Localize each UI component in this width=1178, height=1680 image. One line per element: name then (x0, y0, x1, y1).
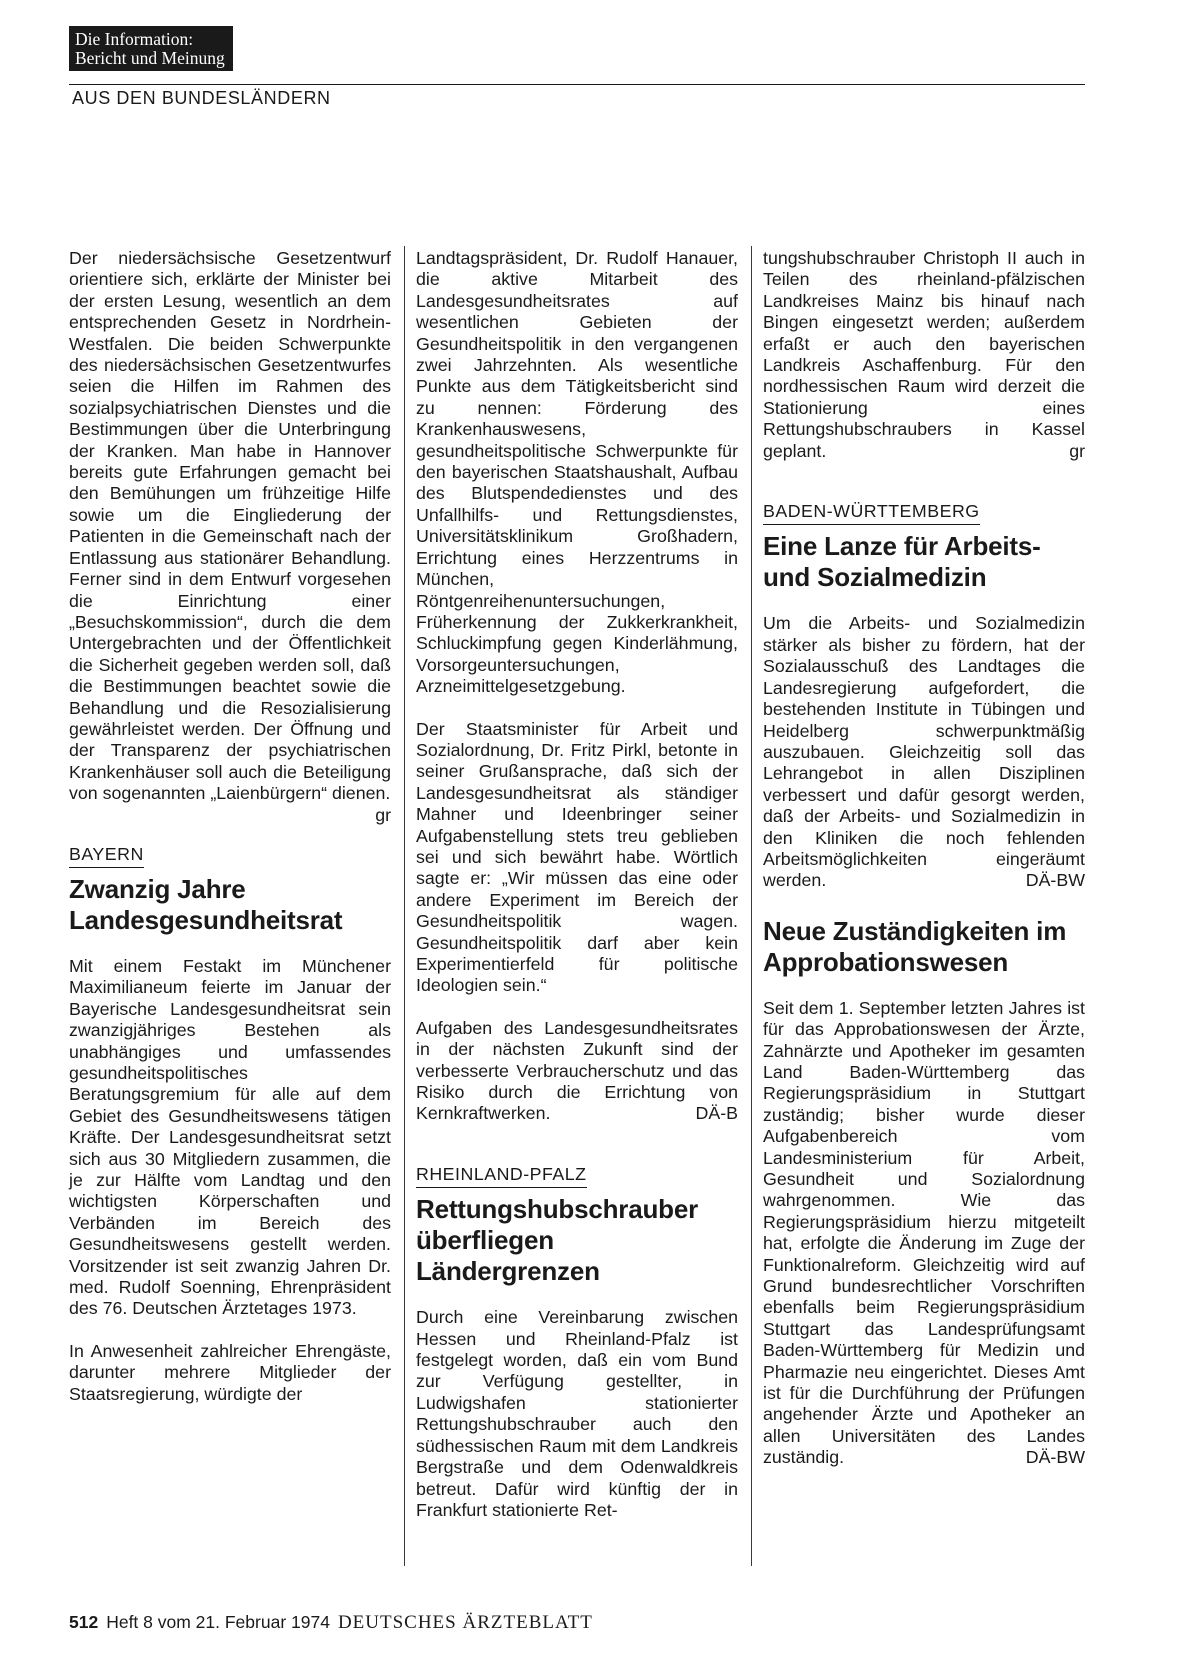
article-headline: Rettungshubschrauber überfliegen Ländergrenzen (416, 1194, 699, 1287)
column-1 (69, 248, 391, 1405)
header-rule (69, 84, 1085, 85)
author-signature: gr (1069, 440, 1085, 461)
paragraph-text: tungshubschrauber Christoph II auch in Teilen des rheinland-pfälzischen Landkreises Mainz bis hinauf nach Bingen eingesetzt werden; außerdem erfaßt er auch den bayerischen Landkreis Aschaffenburg. Für den nordhessischen Raum wird derzeit die Stationierung eines Rettungshubschraubers in Kassel geplant. (763, 248, 1085, 461)
article-paragraph (763, 998, 1085, 1469)
article-paragraph: Mit einem Festakt im Münchener Maximilianeum feierte im Januar der Bayerische Landesgesundheitsrat sein zwanzigjähriges Bestehen als unabhängiges und umfassendes gesundheitspolitisches Beratungsgremium für alle auf dem Gebiet des Gesundheitswesens tätigen Kräfte. Der Landesgesundheitsrat setzt sich aus 30 Mitgliedern zusammen, die je zur Hälfte vom Landtag und den wichtigsten Körperschaften und Verbänden im Bereich des Gesundheitswesens gestellt werden. Vorsitzender ist seit zwanzig Jahren Dr. med. Rudolf Soenning, Ehrenpräsident des 76. Deutschen Ärztetages 1973. (69, 955, 391, 1319)
author-signature: DÄ-BW (1025, 1447, 1085, 1468)
column-3 (763, 248, 1085, 1469)
article-paragraph: Durch eine Vereinbarung zwischen Hessen und Rheinland-Pfalz ist festgelegt worden, daß ein vom Bund zur Verfügung gestellter, in Ludwigshafen stationierter Rettungshubschrauber auch den südhessischen Raum mit dem Landkreis Bergstraße und dem Odenwaldkreis betreut. Dafür wird künftig der in Frankfurt stationierte Ret- (416, 1307, 738, 1520)
column-divider-2 (751, 246, 752, 1566)
article-headline: Zwanzig Jahre Landesgesundheitsrat (69, 873, 343, 935)
article-paragraph (763, 248, 1085, 462)
column-divider-1 (404, 246, 405, 1566)
region-label-baden-wuerttemberg: BADEN-WÜRTTEMBERG (763, 501, 980, 525)
rubric-label (69, 26, 233, 71)
journal-masthead: DEUTSCHES ÄRZTEBLATT (337, 1612, 593, 1633)
section-title: AUS DEN BUNDESLÄNDERN (72, 88, 331, 108)
region-label-bayern: BAYERN (69, 844, 144, 868)
article-paragraph: Der Staatsminister für Arbeit und Sozialordnung, Dr. Fritz Pirkl, betonte in seiner Grußansprache, daß sich der Landesgesundheitsrat als ständiger Mahner und Ideenbringer seiner Aufgabenstellung stets treu geblieben sei und sich bewährt habe. Wörtlich sagte er: „Wir müssen das eine oder andere Experiment im Bereich der Gesundheitspolitik wagen. Gesundheitspolitik darf aber kein Experimentierfeld für politische Ideologien sein.“ (416, 718, 738, 996)
author-signature: DÄ-B (695, 1103, 738, 1124)
region-label-rheinland-pfalz: RHEINLAND-PFALZ (416, 1164, 587, 1188)
paragraph-text: Aufgaben des Landesgesundheitsrates in der nächsten Zukunft sind der verbesserte Verbraucherschutz und das Risiko durch die Errichtung von Kernkraftwerken. (416, 1017, 738, 1124)
paragraph-text: Der niedersächsische Gesetzentwurf orientiere sich, erklärte der Minister bei der ersten Lesung, wesentlich an dem entsprechenden Gesetz in Nordrhein-Westfalen. Die beiden Schwerpunkte des niedersächsischen Gesetzentwurfes seien die Hilfen im Rahmen des sozialpsychiatrischen Dienstes und die Bestimmungen über die Unterbringung der Kranken. Man habe in Hannover bereits gute Erfahrungen gemacht bei den Bemühungen um frühzeitige Hilfe sowie um die Eingliederung der Patienten in die Gemeinschaft nach der Entlassung aus stationärer Behandlung. Ferner sind in dem Entwurf vorgesehen die Einrichtung einer „Besuchskommission“, durch die dem Untergebrachten und der Öffentlichkeit die Sicherheit gegeben werden soll, daß die Bestimmungen beachtet sowie die Behandlung und die Resozialisierung gewährleistet werden. Der Öffnung und der Transparenz der psychiatrischen Krankenhäuser soll auch die Beteiligung von sogenannten „Laienbürgern“ dienen. (69, 248, 391, 804)
author-signature: DÄ-BW (1025, 870, 1085, 891)
author-signature: gr (375, 804, 391, 825)
issue-info: Heft 8 vom 21. Februar 1974 (106, 1612, 330, 1632)
article-paragraph (416, 1018, 738, 1125)
paragraph-text: Seit dem 1. September letzten Jahres ist für das Approbationswesen der Ärzte, Zahnärzte und Apotheker im gesamten Land Baden-Württemberg das Regierungspräsidium in Stuttgart zuständig; bisher wurde dieser Aufgabenbereich vom Landesministerium für Arbeit, Gesundheit und Sozialordnung wahrgenommen. Wie das Regierungspräsidium hierzu mitgeteilt hat, erfolgte die Änderung im Zuge der Funktionalreform. Gleichzeitig wird auf Grund bundesrechtlicher Vorschriften ebenfalls beim Regierungspräsidium Stuttgart das Landesprüfungsamt Baden-Württemberg für Medizin und Pharmazie neu eingerichtet. Dieses Amt ist für die Durchführung der Prüfungen angehender Ärzte und Apotheker an allen Universitäten des Landes zuständig. (763, 997, 1085, 1468)
article-paragraph (69, 248, 391, 825)
rubric-line-2: Bericht und Meinung (75, 48, 225, 68)
article-headline: Eine Lanze für Arbeits- und Sozialmedizin (763, 531, 1041, 593)
article-paragraph (763, 613, 1085, 891)
article-headline: Neue Zuständigkeiten im Approbationswesen (763, 915, 1067, 977)
page-footer (69, 1612, 593, 1634)
rubric-line-1: Die Information: (75, 29, 194, 49)
column-2 (416, 248, 738, 1521)
article-paragraph: In Anwesenheit zahlreicher Ehrengäste, darunter mehrere Mitglieder der Staatsregierung, würdigte der (69, 1340, 391, 1404)
paragraph-text: Um die Arbeits- und Sozialmedizin stärker als bisher zu fördern, hat der Sozialausschuß des Landtages die Landesregierung aufgefordert, die bestehenden Institute in Tübingen und Heidelberg schwerpunktmäßig auszubauen. Gleichzeitig soll das Lehrangebot in allen Disziplinen verbessert und dafür gesorgt werden, daß der Arbeits- und Sozialmedizin in den Kliniken die noch fehlenden Arbeitsmöglichkeiten eingeräumt werden. (763, 613, 1085, 891)
article-paragraph: Landtagspräsident, Dr. Rudolf Hanauer, die aktive Mitarbeit des Landesgesundheitsrates auf wesentlichen Gebieten der Gesundheitspolitik in den vergangenen zwei Jahrzehnten. Als wesentliche Punkte aus dem Tätigkeitsbericht sind zu nennen: Förderung des Krankenhauswesens, gesundheitspolitische Schwerpunkte für den bayerischen Staatshaushalt, Aufbau des Blutspendedienstes und des Unfallhilfs- und Rettungsdienstes, Universitätsklinikum Großhadern, Errichtung eines Herzzentrums in München, Röntgenreihenuntersuchungen, Früherkennung der Zukkerkrankheit, Schluckimpfung gegen Kinderlähmung, Vorsorgeuntersuchungen, Arzneimittelgesetzgebung. (416, 248, 738, 697)
page-number: 512 (69, 1612, 99, 1632)
